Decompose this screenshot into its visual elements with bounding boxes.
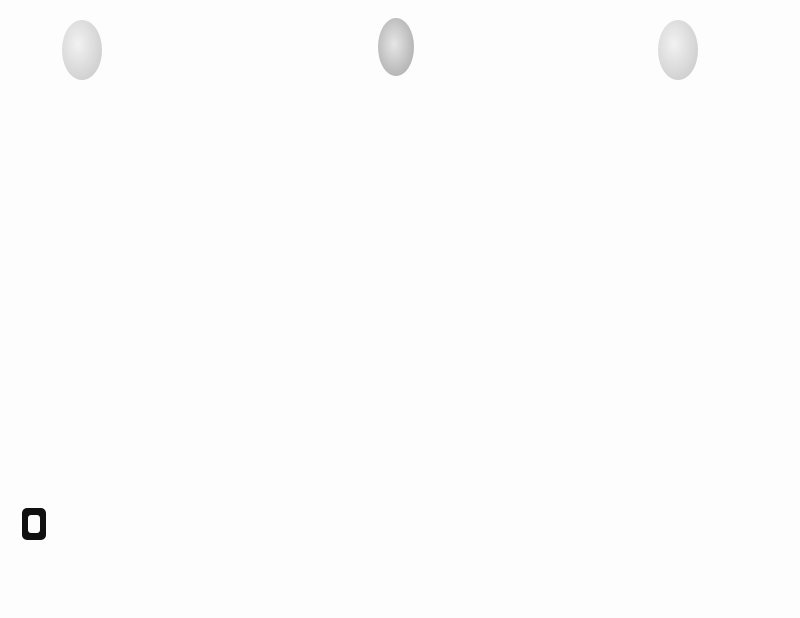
hole-punch-mark xyxy=(378,18,414,76)
hole-punch-mark xyxy=(62,20,102,80)
hole-punch-mark xyxy=(658,20,698,80)
binder-clip-mark xyxy=(22,508,46,540)
